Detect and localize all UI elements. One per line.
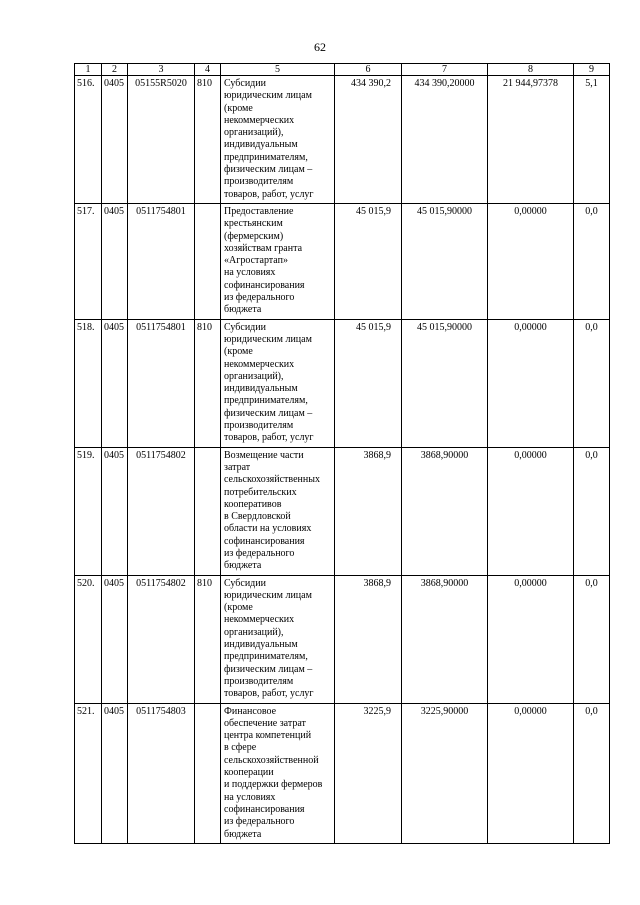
executed-amount: 0,00000: [488, 447, 574, 575]
row-number: 518.: [75, 319, 102, 447]
execution-percent: 5,1: [574, 76, 610, 204]
expense-type: [195, 203, 221, 319]
table-row: [75, 447, 610, 575]
expense-type: 810: [195, 76, 221, 204]
row-number: 521.: [75, 703, 102, 843]
executed-amount: 0,00000: [488, 203, 574, 319]
row-number: 520.: [75, 575, 102, 703]
execution-percent: 0,0: [574, 203, 610, 319]
execution-percent: 0,0: [574, 447, 610, 575]
execution-percent: 0,0: [574, 319, 610, 447]
section-code: 0405: [102, 319, 128, 447]
planned-amount-precise: 3868,90000: [402, 575, 488, 703]
planned-amount-precise: 45 015,90000: [402, 319, 488, 447]
row-number: 517.: [75, 203, 102, 319]
target-code: 0511754802: [128, 447, 195, 575]
executed-amount: 0,00000: [488, 575, 574, 703]
target-code: 0511754801: [128, 319, 195, 447]
target-code: 0511754803: [128, 703, 195, 843]
planned-amount: 3868,9: [335, 447, 402, 575]
executed-amount: 0,00000: [488, 319, 574, 447]
table-row: [75, 319, 610, 447]
section-code: 0405: [102, 703, 128, 843]
expense-type: 810: [195, 319, 221, 447]
planned-amount: 45 015,9: [335, 203, 402, 319]
column-header: 2: [102, 64, 128, 76]
planned-amount-precise: 434 390,20000: [402, 76, 488, 204]
page-number: 62: [314, 40, 326, 54]
column-header: 7: [402, 64, 488, 76]
planned-amount-precise: 45 015,90000: [402, 203, 488, 319]
section-code: 0405: [102, 447, 128, 575]
execution-percent: 0,0: [574, 703, 610, 843]
item-name: Финансовое обеспечение затрат центра компетенций в сфере сельскохозяйственной кооперации и поддержки фермеров на условиях софинансирования из федерального бюджета: [221, 703, 335, 843]
item-name: Субсидии юридическим лицам (кроме некоммерческих организаций), индивидуальным предпринимателям, физическим лицам – производителям товаров, работ, услуг: [221, 76, 335, 204]
expense-type: [195, 703, 221, 843]
row-number: 519.: [75, 447, 102, 575]
target-code: 0511754802: [128, 575, 195, 703]
planned-amount: 3225,9: [335, 703, 402, 843]
section-code: 0405: [102, 203, 128, 319]
table-row: [75, 203, 610, 319]
item-name: Субсидии юридическим лицам (кроме некоммерческих организаций), индивидуальным предпринимателям, физическим лицам – производителям товаров, работ, услуг: [221, 575, 335, 703]
column-header: 9: [574, 64, 610, 76]
column-header: 3: [128, 64, 195, 76]
expense-type: 810: [195, 575, 221, 703]
column-header: 1: [75, 64, 102, 76]
planned-amount: 45 015,9: [335, 319, 402, 447]
column-header: 5: [221, 64, 335, 76]
executed-amount: 0,00000: [488, 703, 574, 843]
executed-amount: 21 944,97378: [488, 76, 574, 204]
table-row: [75, 703, 610, 843]
planned-amount: 3868,9: [335, 575, 402, 703]
planned-amount-precise: 3868,90000: [402, 447, 488, 575]
expense-type: [195, 447, 221, 575]
header-row: [75, 64, 610, 76]
budget-table: [74, 63, 610, 844]
item-name: Предоставление крестьянским (фермерским) хозяйствам гранта «Агростартап» на условиях софинансирования из федерального бюджета: [221, 203, 335, 319]
table-row: [75, 76, 610, 204]
row-number: 516.: [75, 76, 102, 204]
section-code: 0405: [102, 575, 128, 703]
planned-amount: 434 390,2: [335, 76, 402, 204]
target-code: 05155R5020: [128, 76, 195, 204]
column-header: 4: [195, 64, 221, 76]
item-name: Возмещение части затрат сельскохозяйственных потребительских кооперативов в Свердловской области на условиях софинансирования из федерального бюджета: [221, 447, 335, 575]
target-code: 0511754801: [128, 203, 195, 319]
column-header: 8: [488, 64, 574, 76]
column-header: 6: [335, 64, 402, 76]
section-code: 0405: [102, 76, 128, 204]
table-row: [75, 575, 610, 703]
planned-amount-precise: 3225,90000: [402, 703, 488, 843]
execution-percent: 0,0: [574, 575, 610, 703]
item-name: Субсидии юридическим лицам (кроме некоммерческих организаций), индивидуальным предпринимателям, физическим лицам – производителям товаров, работ, услуг: [221, 319, 335, 447]
